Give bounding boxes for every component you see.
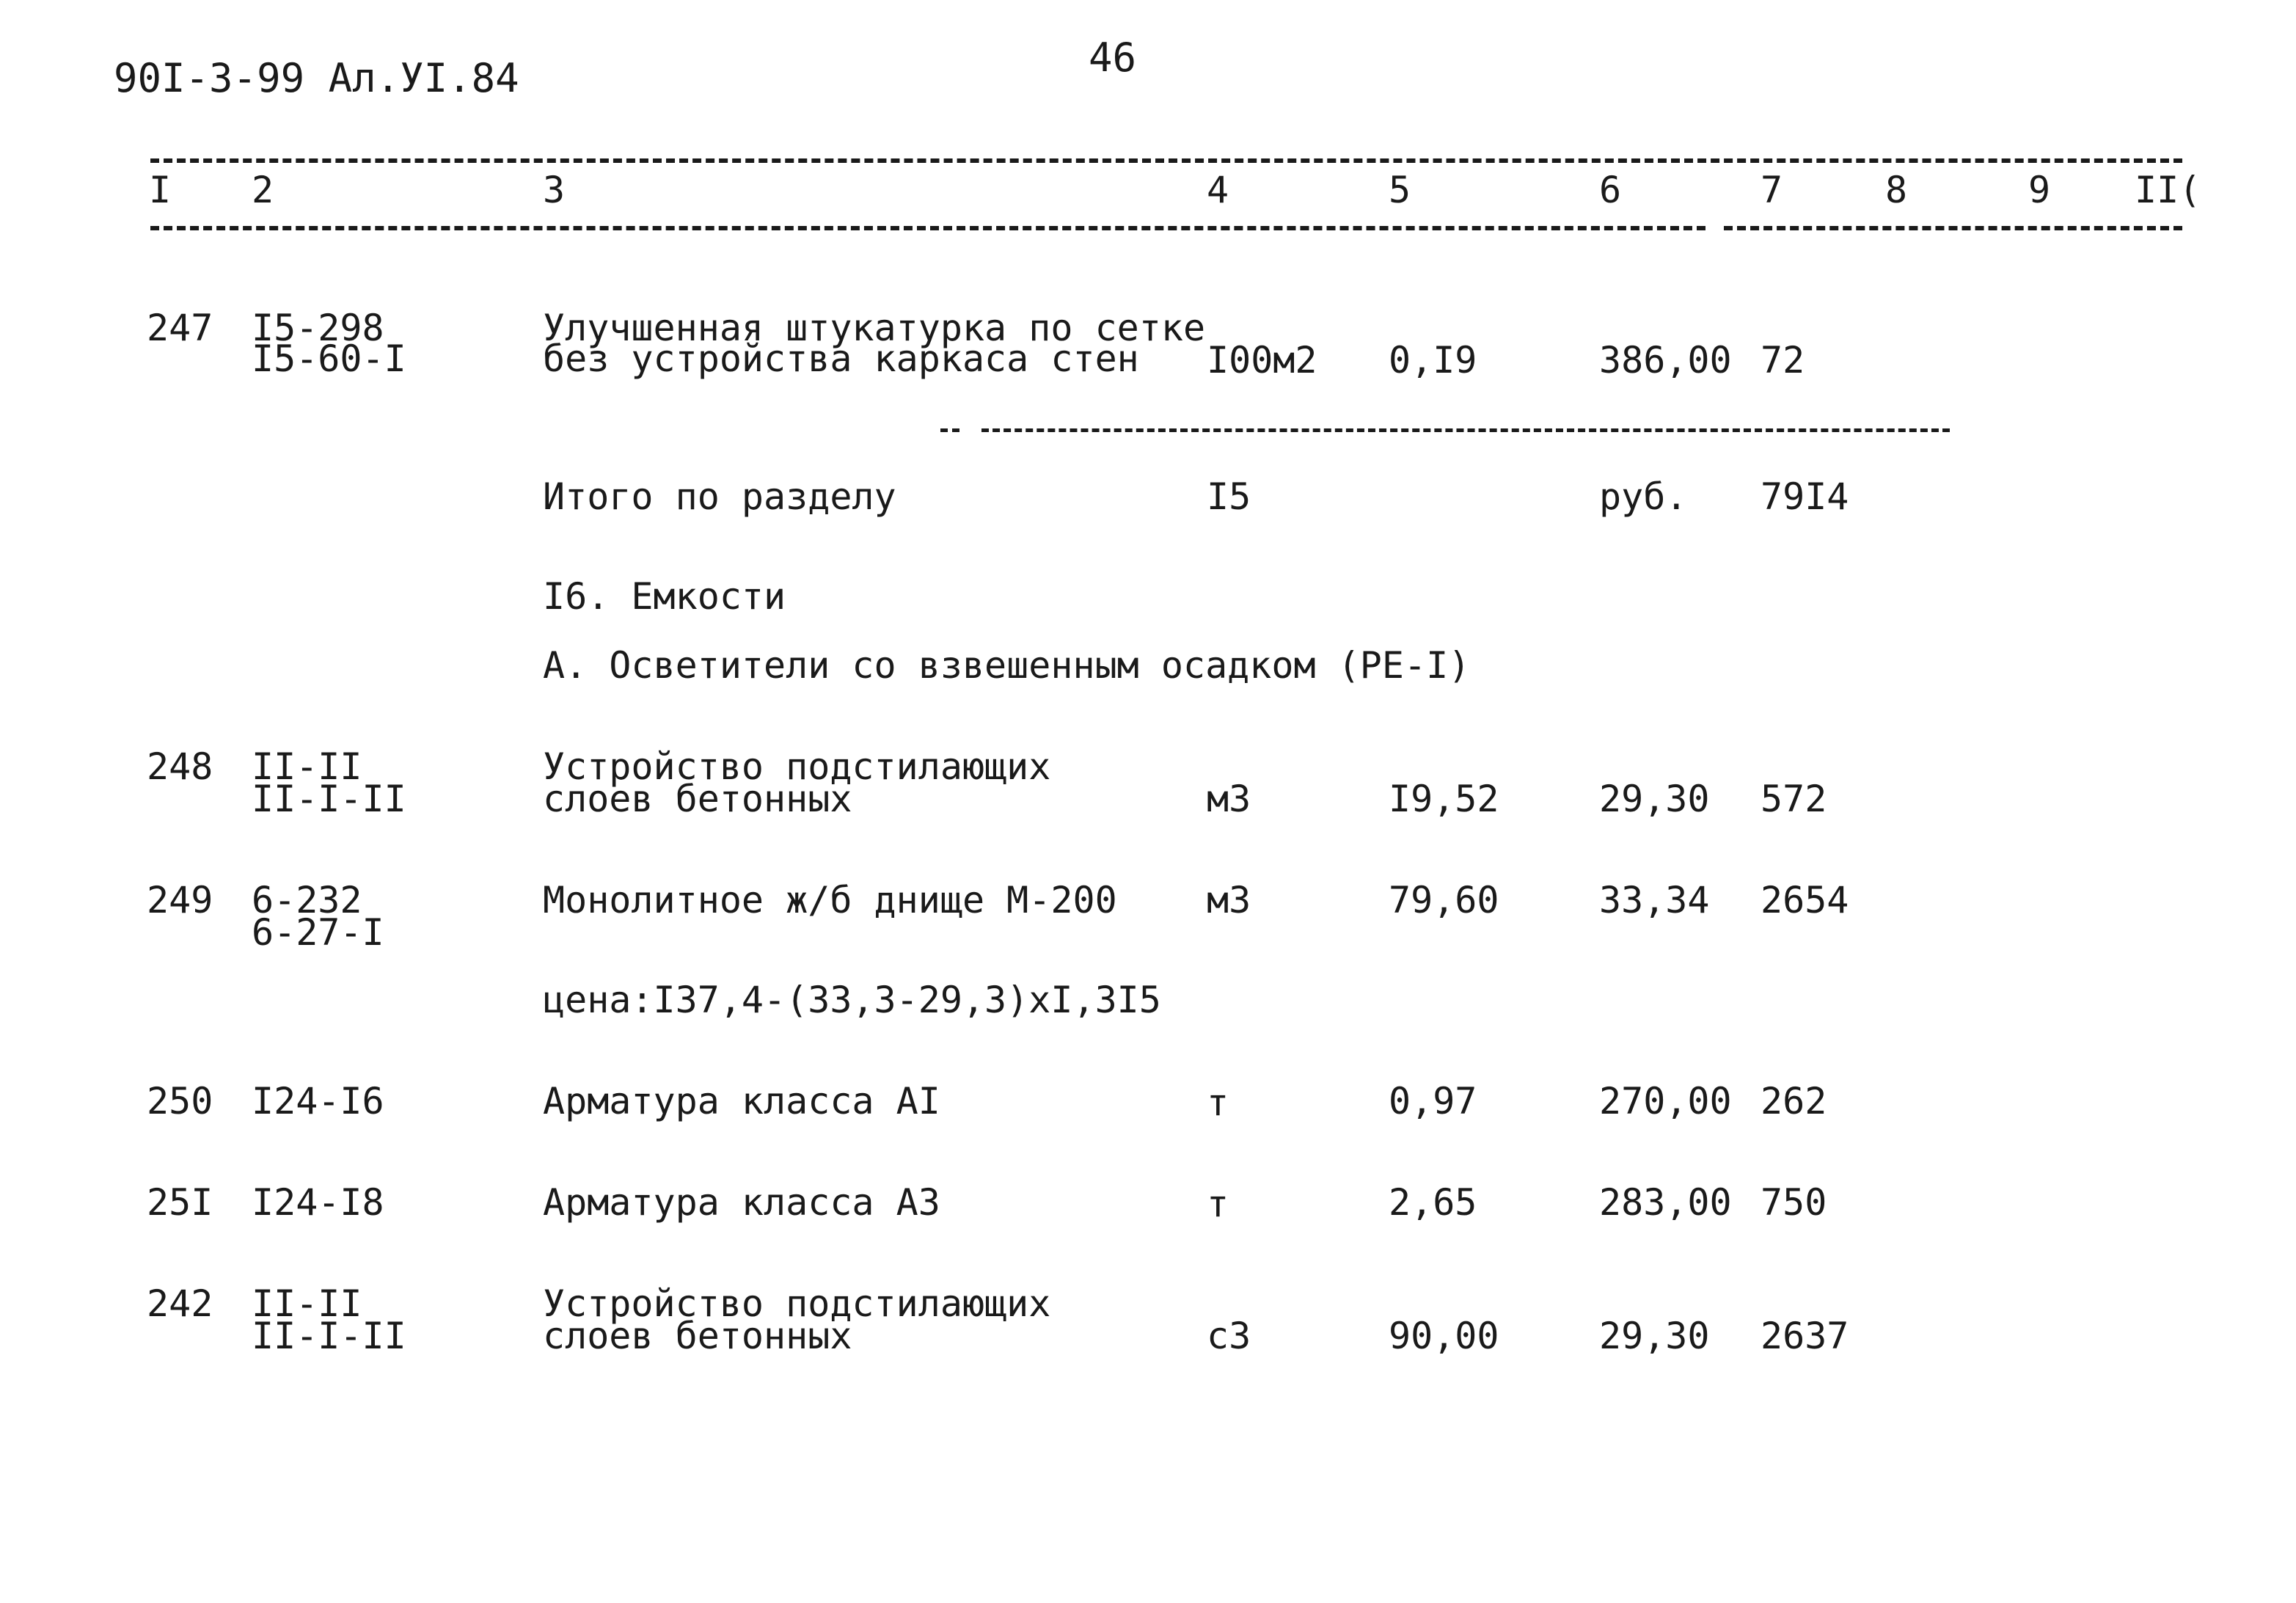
row-description-line1: Арматура класса АI [543,1080,940,1122]
row-code-secondary: II-I-II [252,1315,406,1357]
row-description-line2: слоев бетонных [543,1315,852,1357]
row-code-secondary: 6-27-I [252,911,384,954]
row-description-line1: Устройство подстилающих [543,1282,1051,1325]
column-header-4: 4 [1207,169,1229,211]
row-number: 250 [147,1080,213,1122]
header-top-rule [150,158,2182,163]
row-unit-price: 29,30 [1599,778,1710,820]
row-quantity: 90,00 [1389,1315,1499,1357]
row-code-primary: II-II [252,745,362,788]
row-total: 2654 [1761,879,1849,921]
row-total: 750 [1761,1181,1827,1224]
row-total: 72 [1761,339,1805,381]
row-total: 262 [1761,1080,1827,1122]
subtotal-rule-dash [940,428,959,432]
row-number: 242 [147,1282,213,1325]
row-number: 25I [147,1181,213,1224]
column-header-7: 7 [1761,169,1783,211]
row-unit: м3 [1207,879,1251,921]
subtotal-section: I5 [1207,475,1251,518]
column-header-5: 5 [1389,169,1411,211]
row-description-line1: Устройство подстилающих [543,745,1051,788]
row-total: 2637 [1761,1315,1849,1357]
row-number: 248 [147,745,213,788]
row-unit-price: 283,00 [1599,1181,1732,1224]
row-code-primary: II-II [252,1282,362,1325]
subtotal-unit: руб. [1599,475,1688,518]
row-quantity: 0,97 [1389,1080,1477,1122]
row-description-line1: Улучшенная штукатурка по сетке [543,307,1206,349]
row-unit: I00м2 [1207,339,1317,381]
row-description-line1: Монолитное ж/б днище М-200 [543,879,1117,921]
row-unit: т [1207,1183,1229,1225]
column-header-2: 2 [252,169,274,211]
row-quantity: 2,65 [1389,1181,1477,1224]
row-quantity: I9,52 [1389,778,1499,820]
row-unit-price: 29,30 [1599,1315,1710,1357]
row-quantity: 79,60 [1389,879,1499,921]
row-code-primary: I24-I6 [252,1080,384,1122]
row-code-secondary: II-I-II [252,778,406,820]
row-code-primary: I24-I8 [252,1181,384,1224]
row-description-line2: слоев бетонных [543,778,852,820]
header-bottom-rule-left [150,226,1705,230]
row-code-primary: I5-298 [252,307,384,349]
row-code-secondary: I5-60-I [252,337,406,380]
subtotal-label: Итого по разделу [543,475,896,518]
row-description-line2: без устройства каркаса стен [543,337,1139,380]
row-unit: с3 [1207,1315,1251,1357]
row-unit: т [1207,1081,1229,1124]
price-note: цена:I37,4-(33,3-29,3)хI,3I5 [543,979,1161,1021]
subtotal-total: 79I4 [1761,475,1849,518]
row-unit-price: 33,34 [1599,879,1710,921]
header-bottom-rule-right [1724,226,2182,230]
page-number: 46 [1089,34,1137,81]
document-code: 90I-3-99 Ал.УI.84 [114,55,519,101]
column-header-10: II( [2135,169,2201,211]
column-header-1: I [149,169,172,211]
section-title: I6. Емкости [543,575,786,618]
column-header-9: 9 [2028,169,2051,211]
row-total: 572 [1761,778,1827,820]
row-description-line1: Арматура класса А3 [543,1181,940,1224]
subtotal-rule [981,428,1950,432]
column-header-6: 6 [1599,169,1622,211]
row-unit: м3 [1207,778,1251,820]
row-unit-price: 270,00 [1599,1080,1732,1122]
column-header-3: 3 [543,169,566,211]
row-quantity: 0,I9 [1389,339,1477,381]
section-subtitle: А. Осветители со взвешенным осадком (РЕ-I) [543,644,1471,687]
column-header-8: 8 [1885,169,1908,211]
row-number: 249 [147,879,213,921]
row-code-primary: 6-232 [252,879,362,921]
row-number: 247 [147,307,213,349]
row-unit-price: 386,00 [1599,339,1732,381]
